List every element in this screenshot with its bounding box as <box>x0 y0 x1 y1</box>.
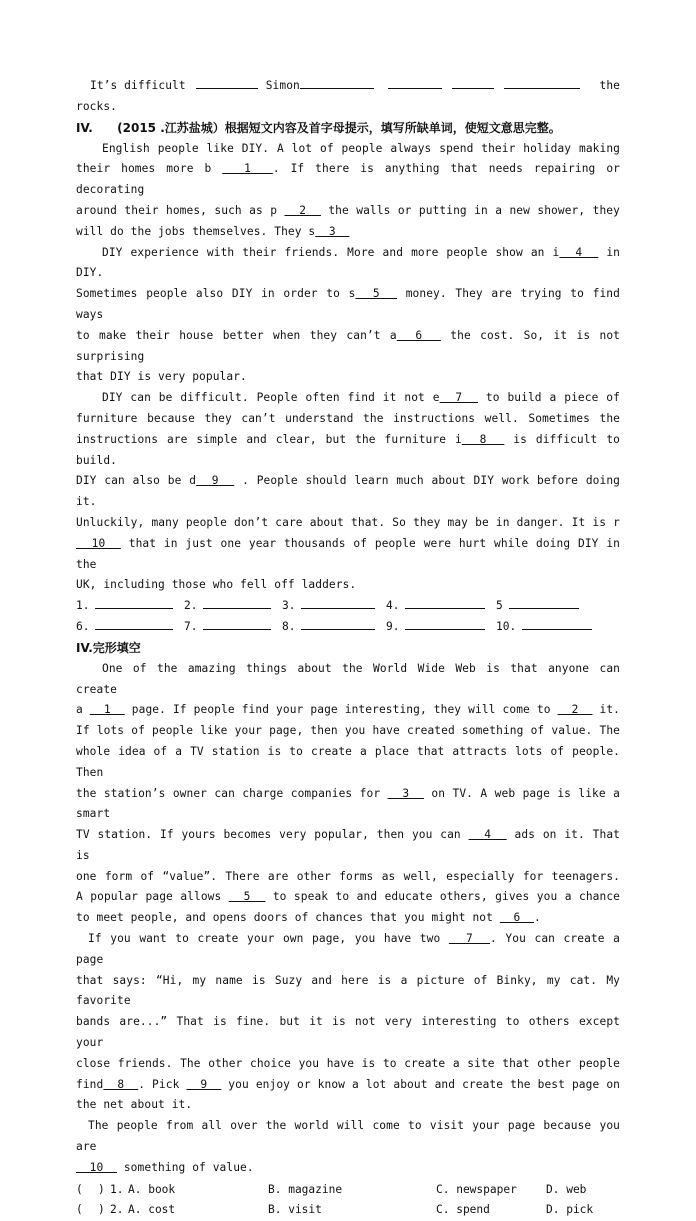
section1-passage <box>76 139 620 597</box>
answer-number: 5 <box>496 599 503 613</box>
top-text-b: Simon <box>265 79 300 92</box>
question-number: 2. <box>110 1203 124 1217</box>
answer-slot[interactable] <box>386 617 496 638</box>
answer-number: 8. <box>282 619 296 633</box>
passage-text: DIY can also be d <box>76 474 197 488</box>
passage-text: it. <box>592 703 621 717</box>
blank-number: 3 <box>315 224 350 238</box>
passage-text: is difficult to build. <box>76 432 620 467</box>
answer-paren-open: ( <box>76 1203 83 1217</box>
top-text-a: It’s difficult <box>90 79 186 92</box>
answer-number: 10. <box>496 619 517 633</box>
option-d[interactable]: D. pick <box>546 1203 594 1217</box>
passage-text: a <box>76 703 90 717</box>
passage-text: to make their house better when they can’t a <box>76 328 397 342</box>
passage-text: . <box>534 911 541 925</box>
blank-number: 5 <box>228 890 266 904</box>
blank-number: 3 <box>387 786 425 800</box>
passage-text: in DIY. <box>76 245 620 280</box>
blank-number: 1 <box>222 162 273 176</box>
top-sentence-line <box>76 76 620 97</box>
answer-blank[interactable] <box>203 596 271 609</box>
s2-line <box>76 908 620 929</box>
s2-line <box>76 1012 620 1054</box>
passage-text: TV station. If yours becomes very popular, then you can <box>76 828 469 842</box>
passage-text: the cost. So, it is not surprising <box>76 328 620 363</box>
top-blank-1 <box>196 76 258 89</box>
passage-text: bands are...” That is fine. but it is not very interesting to others except your <box>76 1015 620 1050</box>
passage-text: that in just one year thousands of people were hurt while doing DIY in the <box>76 536 620 571</box>
passage-text: money. They are trying to find ways <box>76 287 620 321</box>
top-text-c: the <box>599 79 620 92</box>
s1-line <box>76 159 620 201</box>
passage-text: . You can create a page <box>76 932 620 966</box>
passage-text: the net about it. <box>76 1098 193 1112</box>
passage-text: you enjoy or know a lot about and create the best page on <box>221 1077 620 1091</box>
answer-slot[interactable] <box>386 596 496 617</box>
blank-number: 1 <box>89 703 125 717</box>
s2-line <box>76 1158 620 1179</box>
answer-number: 7. <box>184 619 198 633</box>
top-blank-5 <box>504 76 580 89</box>
answer-paren-close: ) <box>98 1203 105 1217</box>
blank-number: 5 <box>355 287 398 301</box>
answer-blank[interactable] <box>203 617 271 630</box>
answer-number: 3. <box>282 599 296 613</box>
passage-text: DIY can be difficult. People often find it not e <box>102 391 440 405</box>
answer-paren-open: ( <box>76 1182 83 1196</box>
s2-line <box>76 1054 620 1075</box>
s2-line <box>76 1075 620 1096</box>
answer-blank[interactable] <box>405 596 485 609</box>
section2-passage <box>76 659 620 1179</box>
blank-number: 2 <box>284 203 321 217</box>
passage-text: . If there is anything that needs repairing or decorating <box>76 162 620 197</box>
blank-number: 4 <box>559 245 599 259</box>
answer-slot[interactable] <box>496 617 596 638</box>
answer-slot[interactable] <box>282 596 386 617</box>
question-number: 1. <box>110 1182 124 1196</box>
passage-text: The people from all over the world will come to visit your page because you are <box>76 1119 620 1154</box>
blank-number: 10 <box>76 536 121 550</box>
answer-number: 1. <box>76 599 90 613</box>
option-c[interactable]: C. newspaper <box>436 1182 517 1196</box>
option-row <box>76 1180 620 1201</box>
s1-line <box>76 534 620 576</box>
s2-line <box>76 700 620 721</box>
s1-line <box>76 513 620 534</box>
answer-slot[interactable] <box>282 617 386 638</box>
worksheet-page <box>76 76 620 1221</box>
s1-line <box>76 326 620 368</box>
top-sentence-line-2: rocks. <box>76 99 118 113</box>
passage-text: the walls or putting in a new shower, they <box>320 203 620 217</box>
top-blank-3 <box>388 76 442 89</box>
blank-number: 8 <box>461 432 505 446</box>
passage-text: If you want to create your own page, you have two <box>88 932 449 946</box>
s1-line <box>76 471 620 513</box>
blank-number: 2 <box>557 703 593 717</box>
blank-number: 6 <box>396 328 441 342</box>
top-blank-2 <box>300 76 374 89</box>
passage-text: whole idea of a TV station is to create a place that attracts lots of people. Then <box>76 744 620 779</box>
answer-blank[interactable] <box>301 617 375 630</box>
s1-line <box>76 243 620 285</box>
passage-text: find <box>76 1077 104 1091</box>
option-b[interactable]: B. visit <box>268 1203 322 1217</box>
blank-number: 9 <box>186 1077 222 1091</box>
passage-text: English people like DIY. A lot of people always spend their holiday making <box>102 141 620 155</box>
option-row <box>76 1200 620 1221</box>
section1-answer-row-1 <box>76 596 620 617</box>
s2-line <box>76 1116 620 1158</box>
s2-line <box>76 867 620 888</box>
passage-text: to build a piece of <box>478 391 620 405</box>
passage-text: page. If people find your page interesting, they will come to <box>124 703 558 717</box>
passage-text: one form of “value”. There are other forms as well, especially for teenagers. <box>76 869 620 883</box>
passage-text: Unluckily, many people don’t care about that. So they may be in danger. It is r <box>76 515 620 529</box>
blank-number: 10 <box>76 1160 118 1174</box>
passage-text: around their homes, such as p <box>76 203 285 217</box>
option-a[interactable]: A. book <box>128 1182 176 1196</box>
passage-text: to speak to and educate others, gives you a chance <box>265 890 621 904</box>
blank-number: 8 <box>103 1077 139 1091</box>
answer-blank[interactable] <box>522 617 592 630</box>
answer-number: 4. <box>386 599 400 613</box>
option-b[interactable]: B. magazine <box>268 1182 343 1196</box>
passage-text: A popular page allows <box>76 890 229 904</box>
passage-text: close friends. The other choice you have is to create a site that other people <box>76 1056 620 1070</box>
option-d[interactable]: D. web <box>546 1182 587 1196</box>
passage-text: DIY experience with their friends. More and more people show an i <box>102 245 560 259</box>
section2-heading: IV.完形填空 <box>76 640 141 655</box>
answer-slot[interactable] <box>496 596 596 617</box>
answer-blank[interactable] <box>95 617 173 630</box>
passage-text: to meet people, and opens doors of chances that you might not <box>76 911 500 925</box>
blank-number: 4 <box>468 828 507 842</box>
passage-text: UK, including those who fell off ladders. <box>76 578 357 592</box>
s2-line <box>76 784 620 826</box>
section1-heading-number: IV. <box>76 120 93 135</box>
passage-text: If lots of people like your page, then you have created something of value. The <box>76 724 620 738</box>
s1-line <box>76 409 620 430</box>
answer-slot[interactable] <box>76 596 184 617</box>
s2-line <box>76 887 620 908</box>
answer-number: 6. <box>76 619 90 633</box>
s1-line <box>76 222 620 243</box>
answer-slot[interactable] <box>184 617 282 638</box>
passage-text: will do the jobs themselves. They s <box>76 224 316 238</box>
s1-line <box>76 575 620 596</box>
blank-number: 7 <box>448 932 490 946</box>
s2-line <box>76 1095 620 1116</box>
s2-line <box>76 971 620 1013</box>
passage-text: Sometimes people also DIY in order to s <box>76 287 356 301</box>
answer-blank[interactable] <box>405 617 485 630</box>
answer-blank[interactable] <box>301 596 375 609</box>
section1-heading-text: (2015 .江苏盐城）根据短文内容及首字母提示，填写所缺单词，使短文意思完整。 <box>117 120 561 135</box>
passage-text: that DIY is very popular. <box>76 370 247 384</box>
passage-text: . Pick <box>138 1077 187 1091</box>
option-c[interactable]: C. spend <box>436 1203 490 1217</box>
answer-paren-close: ) <box>98 1182 105 1196</box>
s2-line <box>76 721 620 742</box>
passage-text: instructions are simple and clear, but the furniture i <box>76 432 462 446</box>
passage-text: One of the amazing things about the World Wide Web is that anyone can create <box>76 661 620 696</box>
s2-line <box>76 825 620 867</box>
top-blank-4 <box>452 76 494 89</box>
passage-text: that says: “Hi, my name is Suzy and here is a picture of Binky, my cat. My favorite <box>76 973 620 1008</box>
passage-text: . People should learn much about DIY work before doing it. <box>76 474 621 509</box>
s1-line <box>76 284 620 326</box>
s1-line <box>76 367 620 388</box>
answer-blank[interactable] <box>509 596 579 609</box>
passage-text: something of value. <box>117 1160 254 1174</box>
answer-slot[interactable] <box>76 617 184 638</box>
option-a[interactable]: A. cost <box>128 1203 176 1217</box>
answer-slot[interactable] <box>184 596 282 617</box>
s2-line <box>76 929 620 971</box>
s1-line <box>76 388 620 409</box>
section1-heading <box>76 118 620 139</box>
s1-line <box>76 201 620 222</box>
s2-line <box>76 742 620 784</box>
s1-line <box>76 430 620 472</box>
passage-text: the station’s owner can charge companies for <box>76 786 388 800</box>
passage-text: their homes more b <box>76 162 223 176</box>
answer-number: 2. <box>184 599 198 613</box>
s2-line <box>76 659 620 701</box>
s1-line <box>76 139 620 160</box>
options-list <box>76 1180 620 1221</box>
blank-number: 9 <box>196 474 235 488</box>
blank-number: 6 <box>499 911 534 925</box>
section1-answer-row-2 <box>76 617 620 638</box>
passage-text: furniture because they can’t understand the instructions well. Sometimes the <box>76 411 620 425</box>
answer-blank[interactable] <box>95 596 173 609</box>
blank-number: 7 <box>439 391 478 405</box>
passage-text: ads on it. That is <box>76 828 620 862</box>
passage-text: on TV. A web page is like a smart <box>76 786 620 821</box>
answer-number: 9. <box>386 619 400 633</box>
